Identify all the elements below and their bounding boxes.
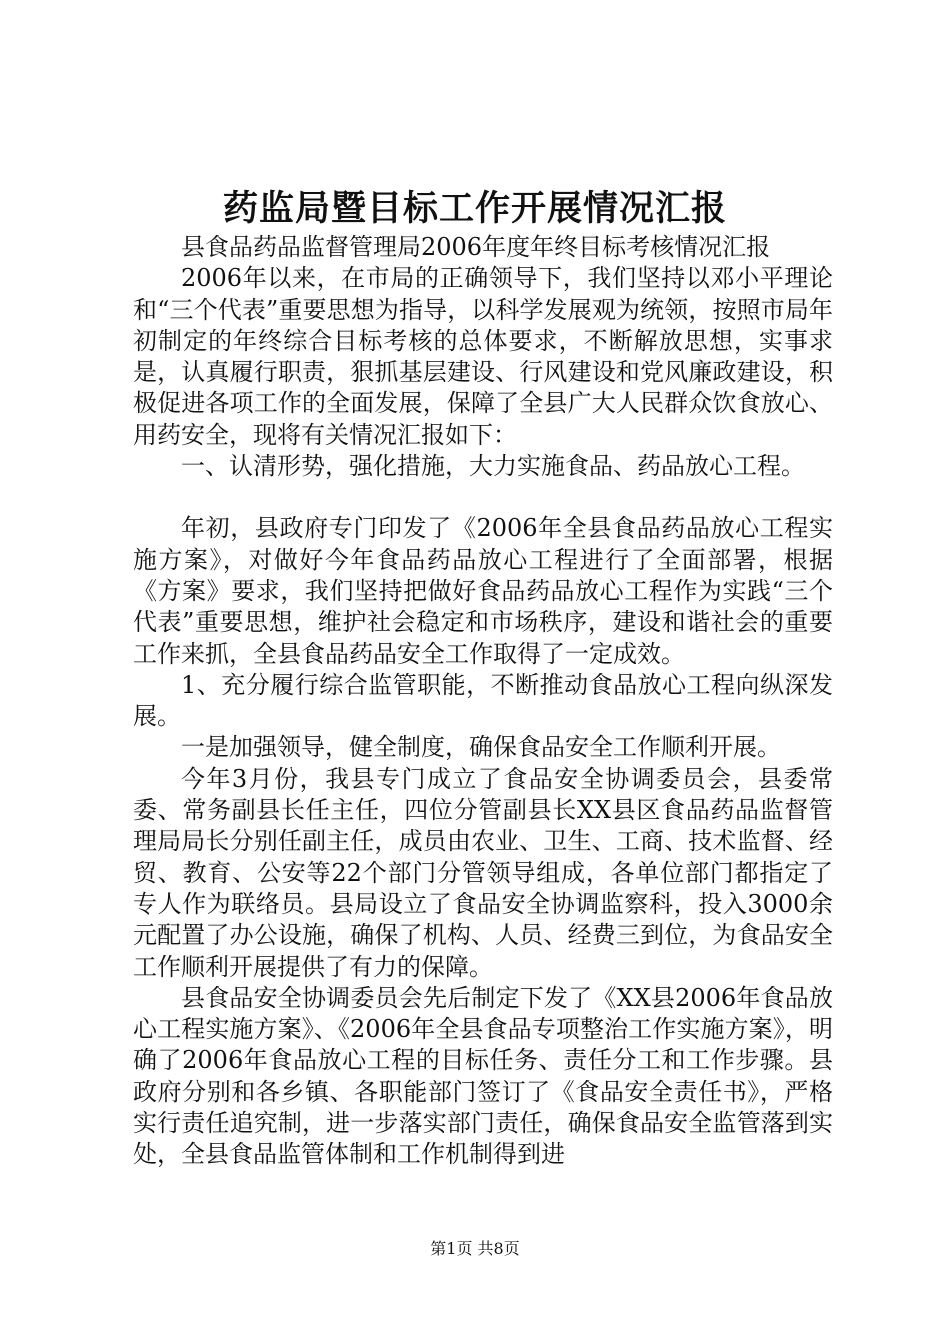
body-paragraph: 县食品安全协调委员会先后制定下发了《XX县2006年食品放心工程实施方案》、《2006年全县食品专项整治工作实施方案》，明确了2006年食品放心工程的目标任务、责任分工和工作步骤。县政府分别和各乡镇、各职能部门签订了《食品安全责任书》，严格实行责任追究制，进一步落实部门责任，确保食品安全监管落到实处，全县食品监管体制和工作机制得到进 xyxy=(133,983,833,1169)
document-title: 药监局暨目标工作开展情况汇报 xyxy=(222,188,727,229)
section-heading-1: 一、认清形势，强化措施，大力实施食品、药品放心工程。 xyxy=(181,452,805,481)
subsection-heading-1: 1、充分履行综合监管职能，不断推动食品放心工程向纵深发展。 xyxy=(133,670,833,731)
intro-paragraph: 2006年以来，在市局的正确领导下，我们坚持以邓小平理论和“三个代表”重要思想为指导，以科学发展观为统领，按照市局年初制定的年终综合目标考核的总体要求，不断解放思想，实事求是，认真履行职责，狠抓基层建设、行风建设和党风廉政建设，积极促进各项工作的全面发展，保障了全县广大人民群众饮食放心、用药安全，现将有关情况汇报如下： xyxy=(133,264,833,449)
paragraph-spacer xyxy=(133,482,833,513)
page-footer: 第1页 共8页 xyxy=(430,1239,520,1258)
document-body xyxy=(133,232,833,1171)
point-heading-1: 一是加强领导，健全制度，确保食品安全工作顺利开展。 xyxy=(181,733,781,762)
body-paragraph: 今年3月份，我县专门成立了食品安全协调委员会，县委常委、常务副县长任主任，四位分管副县长XX县区食品药品监督管理局局长分别任副主任，成员由农业、卫生、工商、技术监督、经贸、教育、公安等22个部门分管领导组成，各单位部门都指定了专人作为联络员。县局设立了食品安全协调监察科，投入3000余元配置了办公设施，确保了机构、人员、经费三到位，为食品安全工作顺利开展提供了有力的保障。 xyxy=(133,764,833,981)
report-subtitle-paragraph: 县食品药品监督管理局2006年度年终目标考核情况汇报 xyxy=(181,233,771,261)
body-paragraph: 年初，县政府专门印发了《2006年全县食品药品放心工程实施方案》，对做好今年食品药品放心工程进行了全面部署，根据《方案》要求，我们坚持把做好食品药品放心工程作为实践“三个代表”重要思想，维护社会稳定和市场秩序，建设和谐社会的重要工作来抓，全县食品药品安全工作取得了一定成效。 xyxy=(133,514,833,668)
